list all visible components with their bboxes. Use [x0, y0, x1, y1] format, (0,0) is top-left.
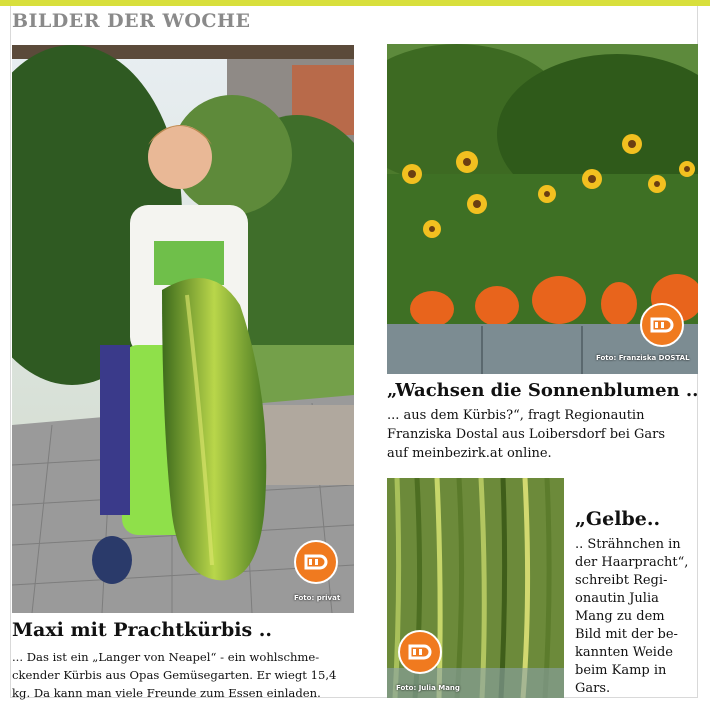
meinbezirk-logo-icon: [640, 303, 684, 347]
story-1-headline: Maxi mit Prachtkürbis ..: [12, 619, 273, 641]
story-3-body: [575, 536, 697, 698]
photo-boy-pumpkin: [12, 45, 354, 613]
photo-credit-3: Foto: Julia Mang: [396, 684, 460, 692]
story-2-line: Franziska Dostal aus Loibersdorf bei Gars: [387, 427, 666, 442]
story-3-line: der Haarpracht“,: [575, 555, 689, 570]
meinbezirk-logo-icon: [398, 630, 442, 674]
story-3-headline: „Gelbe..: [575, 508, 661, 530]
story-1-line: kg. Da kann man viele Freunde zum Essen einladen.: [12, 686, 321, 700]
story-3-line: beim Kamp in: [575, 663, 667, 678]
photo-credit-1: Foto: privat: [294, 594, 341, 602]
story-1-line: ... Das ist ein „Langer von Neapel“ - ein wohlschme-: [12, 650, 320, 664]
photo-credit-2: Foto: Franziska DOSTAL: [596, 354, 690, 362]
photo-boy-pumpkin-image: [12, 45, 354, 613]
story-1-body: [12, 648, 354, 702]
story-3-line: schreibt Regi-: [575, 573, 668, 588]
story-3-line: kannten Weide: [575, 645, 673, 660]
story-3-line: onautin Julia: [575, 591, 659, 606]
story-3-line: Mang zu dem: [575, 609, 665, 624]
story-3-line: Bild mit der be-: [575, 627, 678, 642]
section-title: BILDER DER WOCHE: [12, 10, 251, 32]
story-2-line: ... aus dem Kürbis?“, fragt Regionautin: [387, 408, 645, 423]
story-2-headline: „Wachsen die Sonnenblumen ..: [387, 380, 699, 401]
story-2-body: [387, 406, 698, 463]
story-2-line: auf meinbezirk.at online.: [387, 446, 552, 461]
story-1-line: ckender Kürbis aus Opas Gemüsegarten. Er wiegt 15,4: [12, 668, 337, 682]
story-3-line: Gars.: [575, 681, 611, 696]
meinbezirk-logo-icon: [294, 540, 338, 584]
story-3-line: .. Strähnchen in: [575, 537, 681, 552]
